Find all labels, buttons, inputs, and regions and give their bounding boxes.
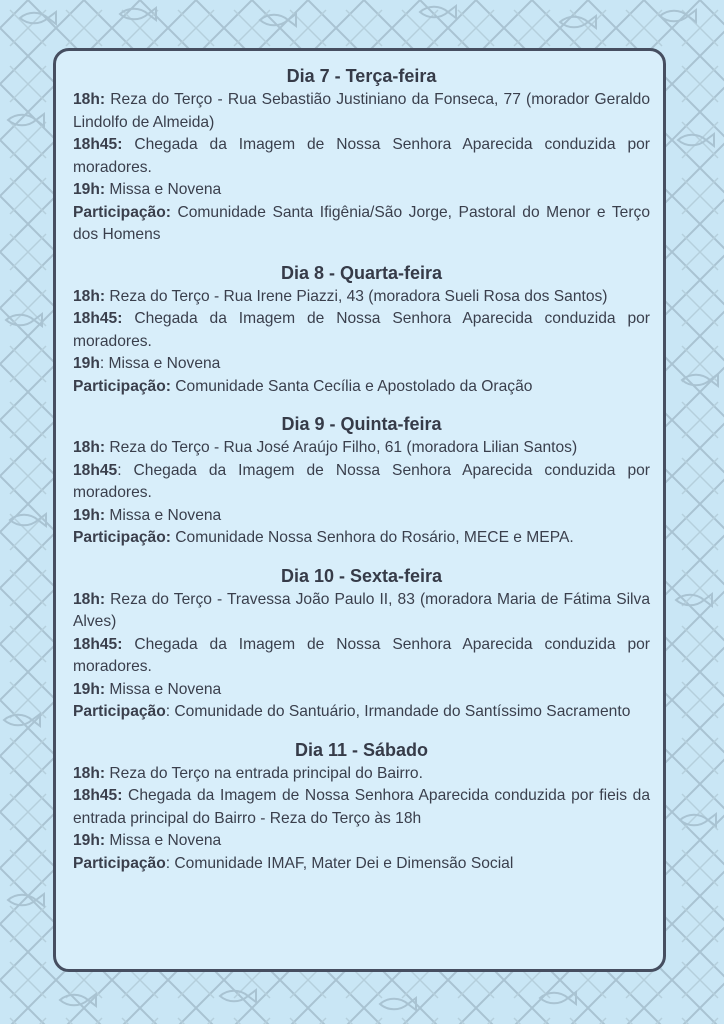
entry-text: Reza do Terço na entrada principal do Bairro. (105, 764, 423, 782)
schedule-entry (73, 286, 650, 309)
entry-label: 18h: (73, 91, 106, 108)
entry-label: Participação (73, 703, 166, 720)
schedule-entry (73, 353, 650, 376)
entry-label: 19h: (73, 832, 106, 849)
entry-text: Reza do Terço - Rua Sebastião Justiniano da Fonseca, 77 (morador Geraldo Lindolfo de Almeida) (73, 91, 650, 131)
entry-label: Participação: (73, 529, 171, 546)
schedule-entry (73, 701, 650, 724)
entry-text: Comunidade Santa Ifigênia/São Jorge, Pastoral do Menor e Terço dos Homens (73, 203, 650, 243)
schedule-entry (73, 376, 650, 399)
schedule-entry (73, 785, 650, 830)
entry-text: Missa e Novena (105, 506, 222, 524)
day-section (73, 262, 650, 399)
entry-label: 19h (73, 355, 100, 372)
day-title: Dia 7 - Terça-feira (286, 66, 437, 86)
schedule-entry (73, 437, 650, 460)
day-title: Dia 11 - Sábado (294, 739, 429, 760)
day-section (73, 65, 650, 247)
schedule-card (53, 48, 666, 972)
entry-label: 19h: (73, 506, 106, 524)
entry-text: Comunidade Santa Cecília e Apostolado da Oração (170, 377, 533, 395)
entry-label: 18h45: (73, 787, 123, 804)
entry-label: 18h: (73, 764, 106, 782)
entry-label: 18h: (73, 439, 106, 456)
entry-text: Chegada da Imagem de Nossa Senhora Aparecida conduzida por moradores. (73, 136, 650, 176)
schedule-entry (73, 179, 650, 202)
schedule-entry (73, 308, 650, 353)
entry-text: Reza do Terço - Rua Irene Piazzi, 43 (moradora Sueli Rosa dos Santos) (105, 287, 608, 305)
entry-label: Participação: (73, 377, 171, 395)
entry-label: 18h: (73, 590, 106, 608)
entry-label: 19h: (73, 181, 106, 198)
schedule-entry (73, 853, 650, 876)
entry-text: Reza do Terço - Rua José Araújo Filho, 61 (moradora Lilian Santos) (105, 439, 578, 456)
schedule-entry (73, 634, 650, 679)
entry-label: 18h45: (73, 310, 123, 327)
entry-label: Participação (73, 854, 166, 872)
day-section (73, 739, 650, 876)
day-title: Dia 9 - Quinta-feira (281, 414, 442, 434)
schedule-entry (73, 134, 650, 179)
schedule-entry (73, 202, 650, 247)
entry-label: 18h45: (73, 635, 123, 653)
entry-text: Chegada da Imagem de Nossa Senhora Aparecida conduzida por fieis da entrada principal do Bairro - Reza do Terço às 18h (73, 787, 650, 827)
entry-text: Missa e Novena (105, 832, 222, 849)
entry-text: Reza do Terço - Travessa João Paulo II, 83 (moradora Maria de Fátima Silva Alves) (73, 590, 650, 630)
entry-label: 18h45: (73, 136, 123, 153)
schedule-entry (73, 89, 650, 134)
entry-label: 18h45 (73, 461, 118, 479)
entry-text: : Comunidade do Santuário, Irmandade do Santíssimo Sacramento (165, 703, 631, 720)
entry-text: Missa e Novena (105, 181, 222, 198)
schedule-entry (73, 763, 650, 786)
entry-text: Chegada da Imagem de Nossa Senhora Aparecida conduzida por moradores. (73, 310, 650, 350)
schedule-entry (73, 527, 650, 550)
day-section (73, 413, 650, 550)
entry-text: : Missa e Novena (99, 355, 221, 372)
schedule-entry (73, 679, 650, 702)
day-section (73, 565, 650, 724)
entry-text: Comunidade Nossa Senhora do Rosário, MECE e MEPA. (170, 529, 574, 546)
schedule-entry (73, 460, 650, 505)
schedule-entry (73, 505, 650, 528)
entry-text: Missa e Novena (105, 680, 222, 698)
entry-text: Chegada da Imagem de Nossa Senhora Aparecida conduzida por moradores. (73, 635, 650, 675)
entry-label: 18h: (73, 287, 106, 305)
schedule-entry (73, 589, 650, 634)
entry-label: Participação: (73, 203, 171, 221)
schedule-entry (73, 830, 650, 853)
entry-text: : Comunidade IMAF, Mater Dei e Dimensão Social (165, 854, 514, 872)
day-title: Dia 8 - Quarta-feira (280, 262, 443, 283)
entry-label: 19h: (73, 680, 106, 698)
day-title: Dia 10 - Sexta-feira (280, 565, 443, 586)
entry-text: : Chegada da Imagem de Nossa Senhora Aparecida conduzida por moradores. (73, 461, 650, 501)
